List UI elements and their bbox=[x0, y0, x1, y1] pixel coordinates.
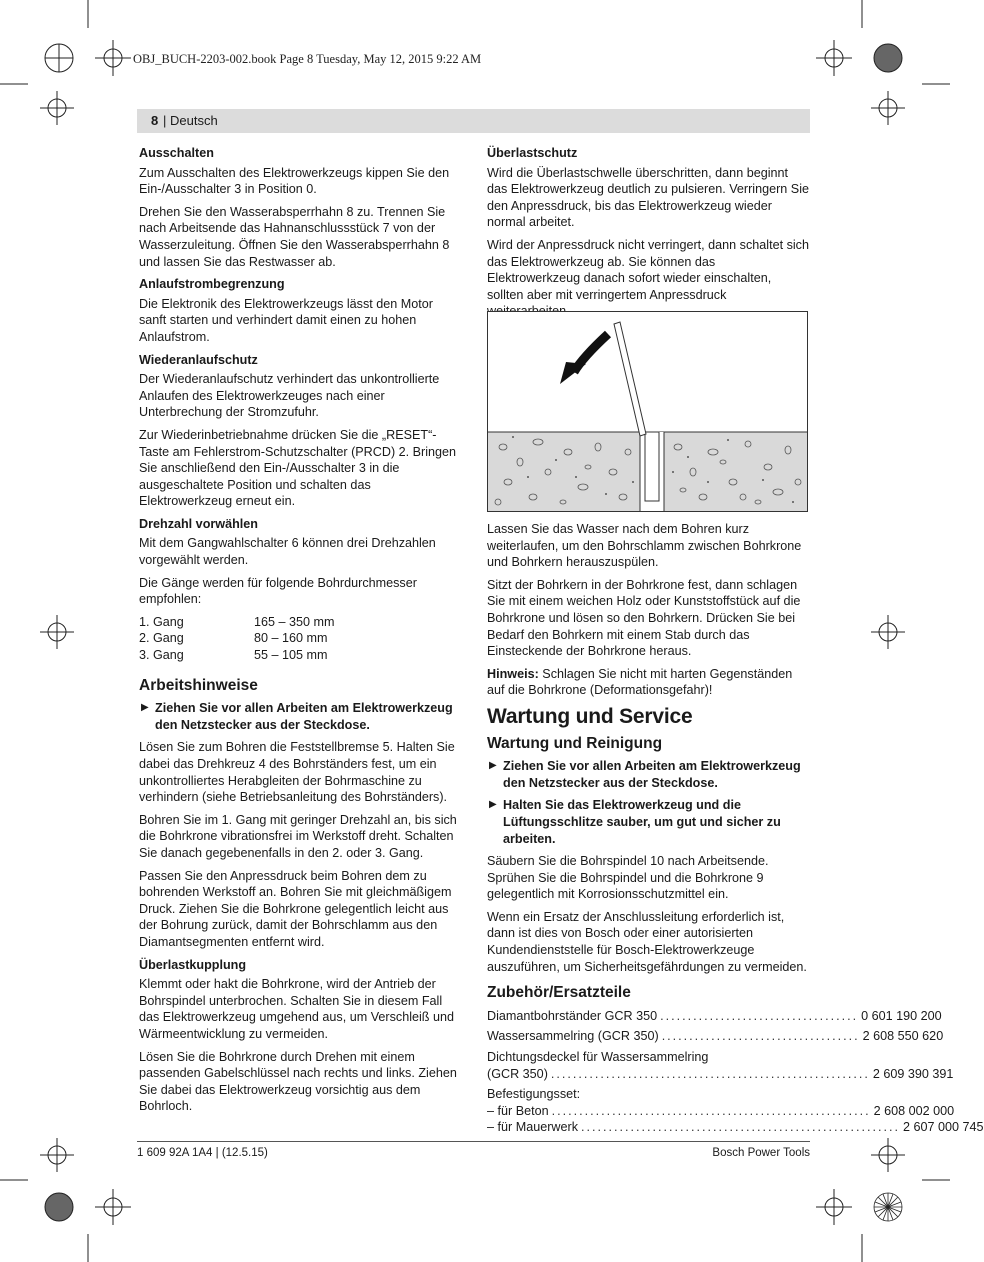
heading-zubehoer: Zubehör/Ersatzteile bbox=[487, 984, 631, 1002]
bohrkern-illustration bbox=[487, 311, 808, 512]
para-reinigung-2: Wenn ein Ersatz der Anschlussleitung erforderlich ist, dann ist dies von Bosch oder einer autorisierten Kundendienststelle für Bosch-Elektrowerkzeuge auszuführen, um Sicherheitsgefährdungen zu vermeiden. bbox=[487, 909, 807, 974]
para-schutz-2: Wird der Anpressdruck nicht verringert, dann schaltet sich das Elektrowerkzeug ab. Sie können das Elektrowerkzeug danach sofort wieder einschalten, sollten aber mit verringertem Anpressdruck bbox=[487, 237, 809, 302]
header-language: | Deutsch bbox=[163, 113, 218, 128]
para-ausschalten-2: Drehen Sie den Wasserabsperrhahn 8 zu. Trennen Sie nach Arbeitsende das Hahnanschlussstück 7 von der Wasserzuleitung. Öffnen Sie den Wasserabsperrhahn 8 und lassen Sie das Restwasser ab. bbox=[139, 204, 450, 269]
heading-drehzahl: Drehzahl vorwählen bbox=[139, 516, 258, 531]
para-arbeits-3: Passen Sie den Anpressdruck beim Bohren dem zu bohrenden Werkstoff an. Bohren Sie mit gleichmäßigem Druck. Ziehen Sie die Bohrkrone gelegentlich leicht aus der Bohrung zurück, damit der Bohrschlamm aus den Diamantsegmenten entfernt wird. bbox=[139, 868, 452, 949]
para-wiederanlauf-2: Zur Wiederinbetriebnahme drücken Sie die „RESET“-Taste am Fehlerstrom-Schutzschalter (PRCD) 2. Bringen Sie anschließend den Ein-/Ausschalter 3 in die ausgeschaltete Position und schalten das Elektrowerkzeug erneut ein. bbox=[139, 427, 457, 509]
print-slug: OBJ_BUCH-2203-002.book Page 8 Tuesday, May 12, 2015 9:22 AM bbox=[133, 52, 482, 66]
befestigung-label: Befestigungsset: bbox=[487, 1087, 581, 1102]
para-schutz-1: Wird die Überlastschwelle überschritten, dann beginnt das Elektrowerkzeug deutlich zu pulsieren. Verringern Sie den Anpressdruck, bis das Elektrowerkzeug wieder normal arbeitet. bbox=[487, 165, 810, 230]
gear-row: 2. Gang 80 – 160 mm bbox=[139, 631, 328, 646]
heading-arbeitshinweise: Arbeitshinweise bbox=[139, 676, 258, 694]
hinweis-label: Hinweis: bbox=[487, 666, 539, 681]
footer-rule bbox=[137, 1141, 810, 1142]
para-hinweis: Hinweis: Schlagen Sie nicht mit harten Gegenständen auf die Bohrkrone (Deformationsgefahr)! bbox=[487, 666, 793, 698]
para-reinigung-1: Säubern Sie die Bohrspindel 10 nach Arbeitsende. Sprühen Sie die Bohrspindel und die Bohrkrone 9 gelegentlich mit Korrosionsschutzmittel ein. bbox=[487, 854, 769, 902]
para-drehzahl-2: Die Gänge werden für folgende Bohrdurchmesser empfohlen: bbox=[139, 575, 417, 607]
heading-wartung-reinigung: Wartung und Reinigung bbox=[487, 734, 663, 752]
footer-brand: Bosch Power Tools bbox=[712, 1147, 810, 1159]
right-column-bottom bbox=[487, 521, 984, 1136]
para-arbeits-2: Bohren Sie im 1. Gang mit geringer Drehzahl an, bis sich die Bohrkrone vibrationsfrei im Werkstoff dreht. Schalten Sie danach gegebenenfalls in den 2. oder 3. Gang. bbox=[139, 812, 457, 860]
triangle-bullet-icon: ▶ bbox=[489, 760, 497, 772]
heading-ueberlastschutz: Überlastschutz bbox=[487, 146, 578, 160]
part-row: Diamantbohrständer GCR 350 .................................... 0 601 190 200 bbox=[487, 1008, 942, 1023]
para-wiederanlauf-1: Der Wiederanlaufschutz verhindert das unkontrollierte Anlaufen des Elektrowerkzeuges nach einer Unterbrechung der Stromzufuhr. bbox=[139, 372, 440, 420]
heading-wartung-service: Wartung und Service bbox=[487, 704, 693, 728]
part-row: – für Mauerwerk .......................................................... 2 607 000 745 bbox=[487, 1120, 984, 1135]
heading-wiederanlauf: Wiederanlaufschutz bbox=[139, 352, 258, 367]
heading-anlaufstrom: Anlaufstrombegrenzung bbox=[139, 277, 285, 292]
warning-bullet: ▶ Ziehen Sie vor allen Arbeiten am Elektrowerkzeug den Netzstecker aus der Steckdose. bbox=[141, 701, 453, 732]
gear-row: 3. Gang 55 – 105 mm bbox=[139, 648, 328, 663]
gear-row: 1. Gang 165 – 350 mm bbox=[139, 614, 335, 629]
core-removal-drawing bbox=[488, 312, 807, 511]
heading-ueberlastkupplung: Überlastkupplung bbox=[139, 957, 247, 972]
para-anlaufstrom: Die Elektronik des Elektrowerkzeugs lässt den Motor sanft starten und verhindert damit einen zu hohen Anlaufstrom. bbox=[139, 296, 433, 344]
para-kupplung-2: Lösen Sie die Bohrkrone durch Drehen mit einem passenden Gabelschlüssel nach rechts und links. Ziehen Sie dabei das Elektrowerkzeug vorsichtig aus dem Bohrloch. bbox=[139, 1049, 457, 1114]
para-ausschalten-1: Zum Ausschalten des Elektrowerkzeugs kippen Sie den Ein-/Ausschalter 3 in Position 0. bbox=[139, 165, 450, 197]
page-header-bar bbox=[137, 109, 810, 133]
para-bohrkern-2: Sitzt der Bohrkern in der Bohrkrone fest, dann schlagen Sie mit einem weichen Holz oder Kunststoffstück auf die Bohrkrone und lösen so den Bohrkern. Drücken Sie bei Bedarf den Bohrkern mit einem Stab durch das Einsteckende der Bohrkrone heraus. bbox=[487, 577, 801, 659]
part-row: – für Beton .......................................................... 2 608 002 000 bbox=[487, 1103, 955, 1118]
para-kupplung-1: Klemmt oder hakt die Bohrkrone, wird der Antrieb der Bohrspindel unterbrochen. Schalten Sie in diesem Fall das Elektrowerkzeug umgehend aus, um Verschleiß und Wärmeentwicklung zu vermeiden. bbox=[139, 977, 455, 1041]
para-bohrkern-1: Lassen Sie das Wasser nach dem Bohren kurz weiterlaufen, um den Bohrschlamm zwischen Bohrkrone und Bohrkern herauszuspülen. bbox=[487, 522, 802, 570]
gear-table bbox=[139, 614, 462, 664]
part-row: (GCR 350) .......................................................... 2 609 390 391 bbox=[487, 1066, 954, 1081]
heading-ausschalten: Ausschalten bbox=[139, 146, 214, 160]
para-arbeits-1: Lösen Sie zum Bohren die Feststellbremse 5. Halten Sie dabei das Drehkreuz 4 des Bohrständers fest, um ein unkontrolliertes Herabgleiten der Bohrmaschine zu verhindern (siehe Betriebsanleitung des Bohrständers). bbox=[139, 740, 455, 805]
left-column bbox=[139, 141, 462, 1121]
warning-bullet: ▶ Halten Sie das Elektrowerkzeug und die Lüftungsschlitze sauber, um gut und sicher zu arbeiten. bbox=[489, 798, 781, 846]
page-number: 8 bbox=[151, 113, 159, 128]
warning-bullet: ▶ Ziehen Sie vor allen Arbeiten am Elektrowerkzeug den Netzstecker aus der Steckdose. bbox=[489, 759, 801, 790]
para-drehzahl-1: Mit dem Gangwahlschalter 6 können drei Drehzahlen vorgewählt werden. bbox=[139, 536, 436, 568]
triangle-bullet-icon: ▶ bbox=[489, 799, 497, 811]
part-label-multiline: Dichtungsdeckel für Wassersammelring bbox=[487, 1050, 709, 1065]
triangle-bullet-icon: ▶ bbox=[141, 702, 149, 714]
footer-doc-number: 1 609 92A 1A4 | (12.5.15) bbox=[137, 1147, 268, 1159]
part-row: Wassersammelring (GCR 350) .................................... 2 608 550 620 bbox=[487, 1029, 944, 1044]
